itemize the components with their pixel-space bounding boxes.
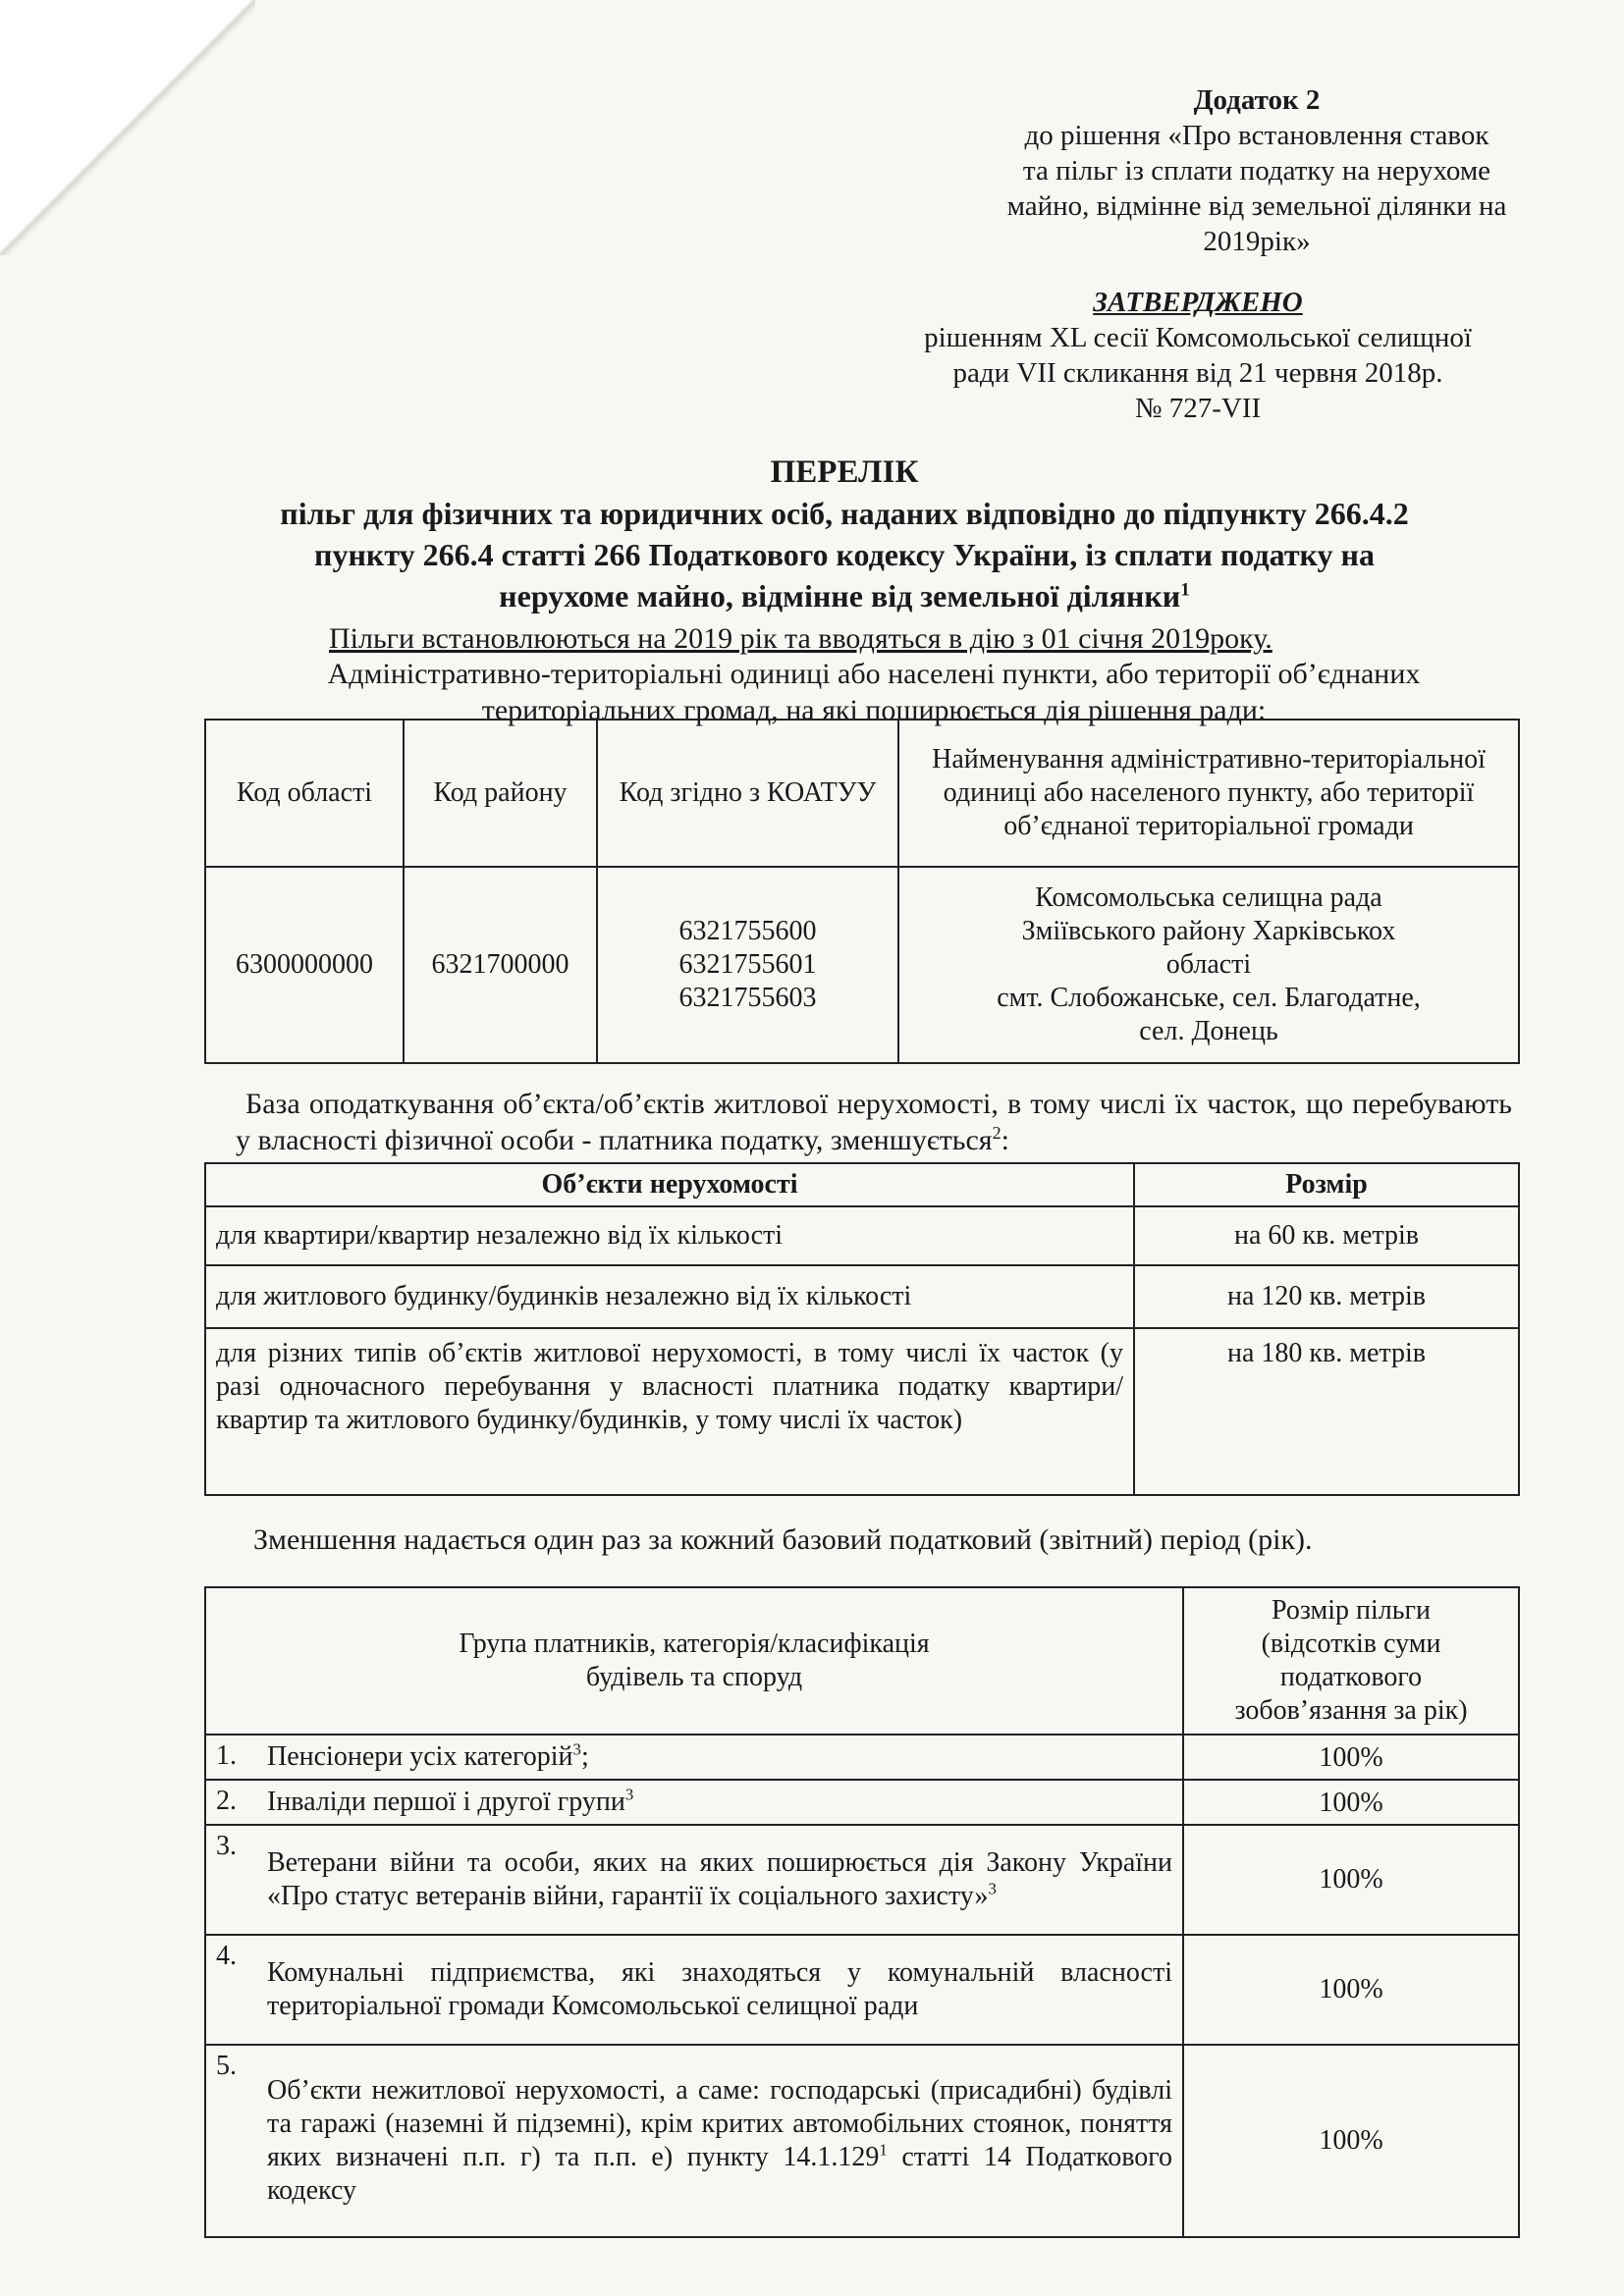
admin-intro-line: Адміністративно-територіальні одиниці або населені пункти, або території об’єднаних [327,658,1421,690]
cell-oblast-code: 6300000000 [205,867,404,1063]
row-value: 100% [1183,1780,1519,1825]
row-text [257,1825,1183,1935]
approval-title: ЗАТВЕРДЖЕНО [1093,287,1303,318]
header-size-line: податкового [1279,1662,1423,1692]
row-number: 5. [205,2045,257,2237]
appendix-line: та пільг із сплати податку на нерухоме [1022,155,1491,187]
header-size-line: Розмір пільги [1271,1595,1431,1626]
header-group-line: будівель та споруд [585,1662,803,1692]
footnote-mark: 1 [1180,579,1190,601]
reduction-note: Зменшення надається один раз за кожний базовий податковий (звітний) період (рік). [253,1523,1313,1556]
row-text-content: Інваліди першої і другої групи [267,1787,625,1817]
table-row [205,1735,1519,1780]
table-row [205,1825,1519,1935]
header-benefit-size [1183,1587,1519,1735]
header-oblast-code: Код області [205,720,404,867]
footnote-mark: 3 [624,1785,634,1804]
header-koatuu-code: Код згідно з КОАТУУ [597,720,898,867]
row-text [257,1735,1183,1780]
cell-unit-name [898,867,1519,1063]
document-subtitle [187,493,1502,616]
base-reduction-table [204,1162,1520,1496]
row-value: 100% [1183,1935,1519,2045]
benefits-table [204,1586,1520,2238]
subtitle-line: пункту 266.4 статті 266 Податкового кодексу України, із сплати податку на [314,537,1375,572]
row-value: 100% [1183,1825,1519,1935]
unit-name-line: сел. Донець [1139,1016,1278,1046]
cell-koatuu [597,867,898,1063]
appendix-line: майно, відмінне від земельної ділянки на [1006,190,1507,222]
base-intro-end: : [1001,1124,1009,1156]
cell-object: для різних типів об’єктів житлової нерухомості, в тому числі їх часток (у разі одночасного перебування у власності платника податку квартири/квартир та житлового будинку/будинків, у тому числі їх часток) [205,1328,1134,1495]
row-text [257,1780,1183,1825]
row-value: 100% [1183,1735,1519,1780]
koatuu-code: 6321755603 [678,983,817,1013]
row-text [257,2045,1183,2237]
validity-statement: Пільги встановлюються на 2019 рік та вводяться в дію з 01 січня 2019року. [329,622,1272,655]
admin-intro-line: територіальних громад, на які поширюється дія рішення ради: [481,694,1267,726]
row-text-content: Комунальні підприємства, які знаходяться у комунальній власності територіальної громади Комсомольської селищної ради [267,1957,1172,2021]
row-text [257,1935,1183,2045]
koatuu-code: 6321755601 [678,949,817,980]
approval-line: № 727-VII [1134,393,1262,424]
header-district-code: Код району [404,720,597,867]
header-size-line: (відсотків суми [1261,1629,1441,1659]
header-objects: Об’єкти нерухомості [205,1163,1134,1206]
table-row [205,1265,1519,1328]
cell-object: для квартири/квартир незалежно від їх кількості [205,1206,1134,1265]
cell-size: на 60 кв. метрів [1134,1206,1519,1265]
admin-units-table [204,719,1520,1064]
table-row [205,1206,1519,1265]
row-text-tail: ; [580,1741,589,1772]
row-text-content: Пенсіонери усіх категорій [267,1741,573,1772]
header-group-line: Група платників, категорія/класифікація [459,1629,930,1659]
approval-block [884,285,1512,426]
koatuu-code: 6321755600 [678,916,817,946]
footnote-mark: 1 [879,2140,888,2160]
header-size-line: зобов’язання за рік) [1234,1695,1468,1726]
table-row [205,2045,1519,2237]
subtitle-line-text: нерухоме майно, відмінне від земельної ділянки [499,578,1181,614]
cell-size: на 120 кв. метрів [1134,1265,1519,1328]
appendix-line: до рішення «Про встановлення ставок [1024,120,1489,151]
subtitle-line: пільг для фізичних та юридичних осіб, наданих відповідно до підпункту 266.4.2 [280,496,1409,531]
appendix-line: 2019рік» [1203,226,1311,257]
unit-name-line: смт. Слобожанське, сел. Благодатне, [997,983,1421,1013]
unit-name-line: Комсомольська селищна рада [1035,882,1382,913]
row-number: 3. [205,1825,257,1935]
approval-line: рішенням XL сесії Комсомольської селищної [924,322,1472,353]
footnote-mark: 2 [992,1123,1001,1143]
header-group [205,1587,1183,1735]
row-text-tail: статті 14 Податкового кодексу [267,2142,1173,2206]
header-unit-name: Найменування адміністративно-територіальної одиниці або населеного пункту, або території об’єднаної територіальної громади [898,720,1519,867]
base-intro [236,1086,1512,1158]
unit-name-line: області [1165,949,1252,980]
footnote-mark: 3 [572,1739,581,1759]
appendix-header [982,82,1532,259]
header-size: Розмір [1134,1163,1519,1206]
admin-intro [236,656,1512,728]
row-value: 100% [1183,2045,1519,2237]
row-text-content: Ветерани війни та особи, яких на яких поширюється дія Закону України «Про статус ветеранів війни, гарантії їх соціального захисту» [267,1847,1172,1911]
row-text-content: Об’єкти нежитлової нерухомості, а саме: господарські (присадибні) будівлі та гаражі (наземні й підземні), крім критих автомобільних стоянок, поняття яких визначені п.п. г) та п.п. е) пункту 14.1.129 [267,2075,1172,2172]
row-number: 2. [205,1780,257,1825]
footnote-mark: 3 [988,1879,997,1898]
approval-line: ради VII скликання від 21 червня 2018р. [952,357,1443,389]
row-number: 1. [205,1735,257,1780]
table-row [205,1935,1519,2045]
cell-object: для житлового будинку/будинків незалежно від їх кількості [205,1265,1134,1328]
table-row [205,1328,1519,1495]
folded-corner [0,0,255,255]
base-intro-text: База оподаткування об’єкта/об’єктів житлової нерухомості, в тому числі їх часток, що перебувають у власності фізичної особи - платника податку, зменшується [236,1088,1512,1156]
row-number: 4. [205,1935,257,2045]
document-title: ПЕРЕЛІК [770,454,919,490]
cell-size: на 180 кв. метрів [1134,1328,1519,1495]
subtitle-line [187,575,1502,616]
table-row [205,1780,1519,1825]
unit-name-line: Зміївського району Харківськох [1021,916,1396,946]
appendix-title: Додаток 2 [1193,84,1321,116]
cell-district-code: 6321700000 [404,867,597,1063]
